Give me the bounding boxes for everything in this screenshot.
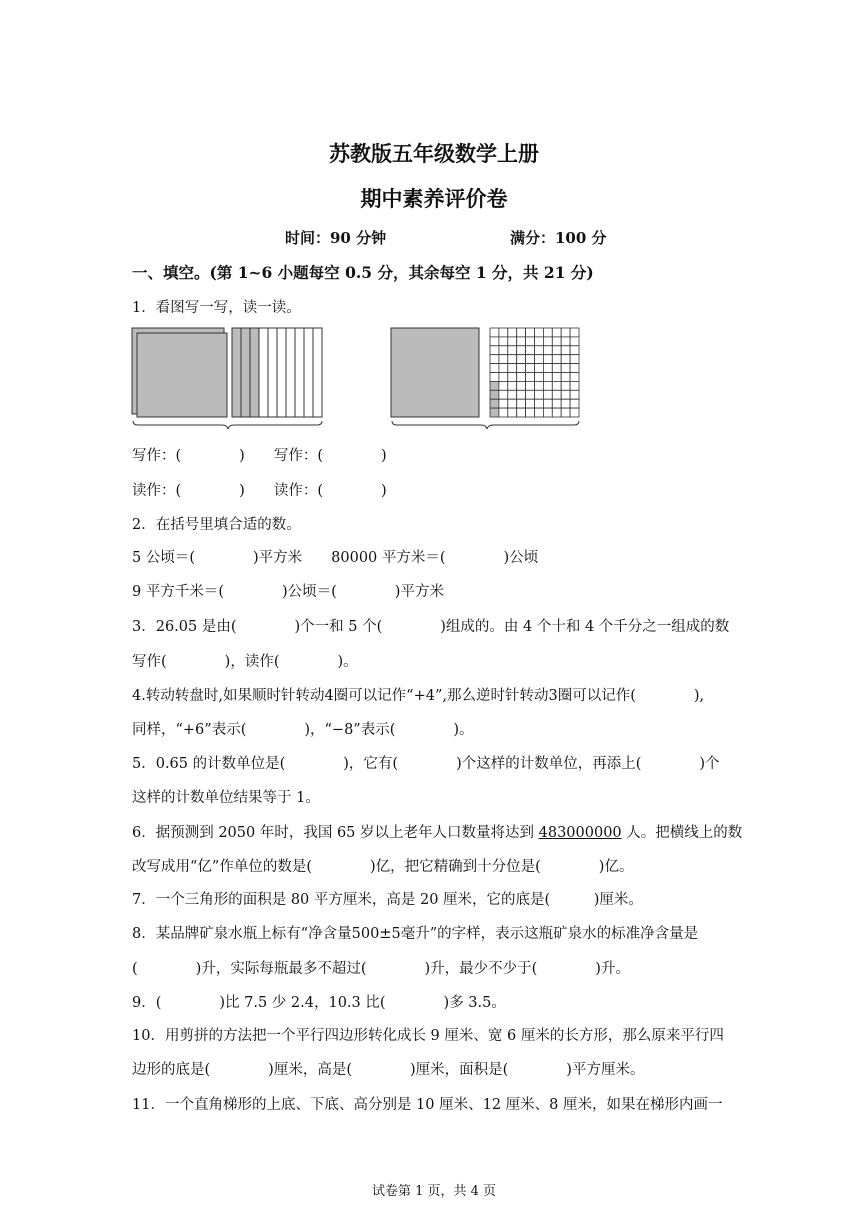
q1-stem: 1．看图写一写，读一读。: [132, 300, 301, 316]
grid-cell: [552, 408, 561, 417]
grid-cell: [526, 337, 535, 346]
grid-cell: [561, 381, 570, 390]
grid-cell: [517, 346, 526, 355]
grid-cell: [526, 381, 535, 390]
section-1-heading: 一、填空。(第 1~6 小题每空 0.5 分，其余每空 1 分，共 21 分): [132, 263, 594, 282]
grid-cell: [561, 346, 570, 355]
q1-read-row: 读作：( ) 读作：( ): [132, 483, 387, 499]
grid-cell: [526, 346, 535, 355]
grid-cell: [526, 355, 535, 364]
grid-cell: [570, 337, 579, 346]
grid-cell: [517, 364, 526, 373]
grid-cell: [499, 364, 508, 373]
grid-cell: [499, 381, 508, 390]
exam-title: 苏教版五年级数学上册: [329, 141, 539, 166]
grid-cell: [508, 346, 517, 355]
grid-cell: [535, 390, 544, 399]
grid-cell: [499, 328, 508, 337]
grid-cell: [517, 337, 526, 346]
grid-cell: [526, 364, 535, 373]
grid-cell: [490, 337, 499, 346]
grid-cell: [508, 337, 517, 346]
grid-cell-shaded: [490, 390, 499, 399]
exam-subtitle: 期中素养评价卷: [360, 186, 508, 211]
grid-cell: [508, 355, 517, 364]
q7-line-1: 7．一个三角形的面积是 80 平方厘米，高是 20 厘米，它的底是( )厘米。: [132, 892, 643, 908]
grid-cell: [499, 408, 508, 417]
grid-cell: [526, 408, 535, 417]
grid-cell: [490, 346, 499, 355]
grid-cell: [561, 355, 570, 364]
grid-cell: [508, 328, 517, 337]
q9-line-1: 9．( )比 7.5 少 2.4，10.3 比( )多 3.5。: [132, 995, 506, 1011]
grid-cell: [490, 328, 499, 337]
grid-cell: [561, 337, 570, 346]
grid-cell: [561, 408, 570, 417]
grid-cell: [535, 346, 544, 355]
grid-cell: [508, 390, 517, 399]
grid-cell: [570, 346, 579, 355]
grid-cell: [552, 328, 561, 337]
grid-cell: [535, 399, 544, 408]
q4-line-1: 4.转动转盘时,如果顺时针转动4圈可以记作“+4”,那么逆时针转动3圈可以记作( ),: [132, 688, 705, 704]
grid-cell: [517, 355, 526, 364]
grid-cell: [570, 364, 579, 373]
q2-line-1: 5 公顷＝( )平方米 80000 平方米＝( )公顷: [132, 550, 539, 566]
q6-line-1-post: 人。把横线上的数: [621, 825, 743, 841]
grid-cell: [552, 373, 561, 382]
grid-cell: [543, 390, 552, 399]
grid-cell: [526, 373, 535, 382]
grid-cell: [543, 408, 552, 417]
grid-cell: [535, 328, 544, 337]
grid-cell: [561, 328, 570, 337]
grid-cell-shaded: [490, 399, 499, 408]
grid-cell: [543, 328, 552, 337]
grid-cell: [526, 390, 535, 399]
q6-line-1: [132, 821, 742, 842]
grid-cell: [517, 328, 526, 337]
q6-line-2: 改写成用“亿”作单位的数是( )亿，把它精确到十分位是( )亿。: [132, 859, 634, 875]
grid-cell: [543, 355, 552, 364]
grid-cell: [490, 373, 499, 382]
q8-line-1: 8．某品牌矿泉水瓶上标有“净含量500±5毫升”的字样，表示这瓶矿泉水的标准净含量是: [132, 926, 699, 942]
grid-cell: [499, 337, 508, 346]
q10-line-1: 10．用剪拼的方法把一个平行四边形转化成长 9 厘米、宽 6 厘米的长方形，那么原来平行四: [132, 1028, 724, 1044]
grid-cell: [552, 390, 561, 399]
grid-cell: [570, 328, 579, 337]
q2-line-2: 9 平方千米＝( )公顷＝( )平方米: [132, 584, 444, 600]
grid-cell-shaded: [490, 408, 499, 417]
grid-cell: [561, 373, 570, 382]
grid-cell: [535, 355, 544, 364]
exam-full-score: 满分：100 分: [510, 229, 607, 247]
grid-cell: [526, 328, 535, 337]
grid-cell: [535, 364, 544, 373]
grid-cell: [499, 346, 508, 355]
grid-cell: [535, 373, 544, 382]
q6-line-1-pre: 6．据预测到 2050 年时，我国 65 岁以上老年人口数量将达到: [132, 825, 539, 841]
grid-cell: [508, 373, 517, 382]
grid-cell: [508, 399, 517, 408]
grid-cell: [552, 381, 561, 390]
grid-cell: [499, 390, 508, 399]
grid-cell: [517, 390, 526, 399]
grid-cell: [570, 355, 579, 364]
grid-cell: [561, 390, 570, 399]
q3-line-1: 3．26.05 是由( )个一和 5 个( )组成的。由 4 个十和 4 个千分之一组成的数: [132, 619, 730, 635]
grid-cell: [570, 408, 579, 417]
grid-cell: [552, 346, 561, 355]
grid-cell: [543, 364, 552, 373]
grid-cell: [543, 373, 552, 382]
grid-cell: [508, 381, 517, 390]
q1-write-row: 写作：( ) 写作：( ): [132, 448, 387, 464]
grid-cell: [535, 337, 544, 346]
grid-cell: [543, 399, 552, 408]
q5-line-2: 这样的计数单位结果等于 1。: [132, 790, 320, 806]
grid-cell: [490, 355, 499, 364]
grid-cell: [517, 408, 526, 417]
q2-stem: 2．在括号里填合适的数。: [132, 517, 301, 533]
grid-cell: [543, 381, 552, 390]
q10-line-2: 边形的底是( )厘米，高是( )厘米，面积是( )平方厘米。: [132, 1062, 645, 1078]
grid-cell: [535, 408, 544, 417]
grid-cell: [543, 337, 552, 346]
q8-line-2: ( )升，实际每瓶最多不超过( )升，最少不少于( )升。: [132, 961, 630, 977]
page-footer: 试卷第 1 页，共 4 页: [371, 1184, 497, 1199]
grid-cell: [517, 373, 526, 382]
grid-cell: [570, 390, 579, 399]
grid-cell: [552, 399, 561, 408]
exam-time: 时间：90 分钟: [285, 229, 387, 247]
grid-cell: [570, 399, 579, 408]
grid-cell: [508, 364, 517, 373]
grid-cell: [561, 364, 570, 373]
q6-underlined-number: 483000000: [538, 825, 622, 841]
grid-cell: [552, 337, 561, 346]
grid-cell: [490, 364, 499, 373]
grid-cell: [517, 381, 526, 390]
grid-cell: [499, 373, 508, 382]
grid-cell: [570, 381, 579, 390]
grid-cell: [543, 346, 552, 355]
q1-figure-right: [388, 325, 588, 431]
q5-line-1: 5．0.65 的计数单位是( )，它有( )个这样的计数单位，再添上( )个: [132, 756, 720, 772]
q11-line-1: 11．一个直角梯形的上底、下底、高分别是 10 厘米、12 厘米、8 厘米，如果在梯形内画一: [132, 1097, 723, 1113]
grid-cell: [552, 355, 561, 364]
grid-cell: [526, 399, 535, 408]
grid-cell: [508, 408, 517, 417]
q1-figure-left: [130, 325, 330, 431]
grid-cell: [570, 373, 579, 382]
grid-cell: [561, 399, 570, 408]
grid-cell: [499, 399, 508, 408]
grid-cell: [552, 364, 561, 373]
grid-cell: [517, 399, 526, 408]
grid-cell: [535, 381, 544, 390]
q3-line-2: 写作( )，读作( )。: [132, 654, 358, 670]
grid-cell-shaded: [490, 381, 499, 390]
q4-line-2: 同样，“+6”表示( )，“−8”表示( )。: [132, 722, 474, 738]
q1-hundred-grid: [490, 328, 579, 417]
grid-cell: [499, 355, 508, 364]
